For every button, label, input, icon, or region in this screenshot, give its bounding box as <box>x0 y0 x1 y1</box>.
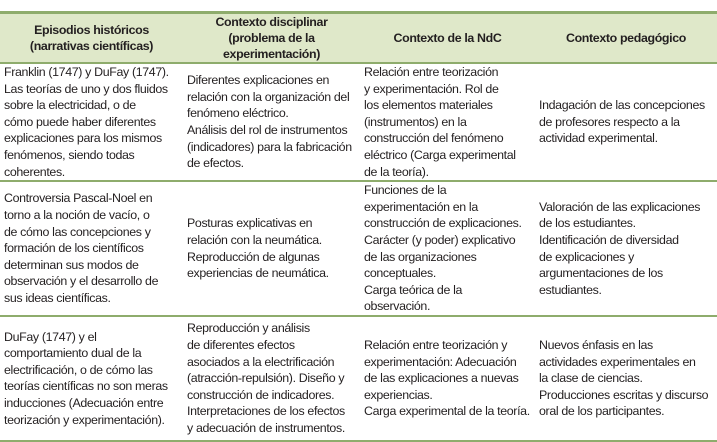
table-cell: Nuevos énfasis en las actividades experimentales en la clase de ciencias. Producciones escritas y discurso oral de los participantes. <box>539 337 709 419</box>
header-row <box>0 13 717 64</box>
table-cell: Controversia Pascal-Noel en torno a la noción de vacío, o de cómo las concepciones y formación de los científicos determinan sus modos de observación y el desarrollo de sus ideas científicas. <box>4 191 159 306</box>
table-cell: Posturas explicativas en relación con la neumática. Reproducción de algunas experiencias de neumática. <box>187 216 329 281</box>
header-historical-episodes: Episodios históricos (narrativas científicas) <box>29 23 154 53</box>
table-cell: DuFay (1747) y el comportamiento dual de la electrificación, o de cómo las teorías científicas no son meras inducciones (Adecuación entre teorización y experimentación). <box>4 329 168 427</box>
header-nos-context: Contexto de la NdC <box>393 31 502 45</box>
table-row <box>0 316 717 441</box>
table-cell: Indagación de las concepciones de profesores respecto a la actividad experimental. <box>539 98 705 146</box>
table-cell: Relación entre teorización y experimentación: Adecuación de las explicaciones a nuevas experiencias. Carga experimental de la teoría. <box>364 337 530 419</box>
table-row <box>0 63 717 181</box>
table-cell: Diferentes explicaciones en relación con la organización del fenómeno eléctrico. Análisis del rol de instrumentos (indicadores) para la fabricación de efectos. <box>187 73 352 171</box>
comparison-table <box>0 11 717 442</box>
table-row <box>0 181 717 316</box>
table-cell: Relación entre teorización y experimentación. Rol de los elementos materiales (instrumentos) en la construcción del fenómeno eléctrico (Carga experimental de la teoría). <box>364 65 516 179</box>
header-pedagogical-context: Contexto pedagógico <box>565 31 686 45</box>
table-cell: Reproducción y análisis de diferentes efectos asociados a la electrificación (atracción-repulsión). Diseño y construcción de indicadores. Interpretaciones de los efectos y adecuación de instrumentos. <box>187 321 345 435</box>
table-cell: Funciones de la experimentación en la construcción de explicaciones. Carácter (y poder) explicativo de las organizaciones conceptuales. Carga teórica de la observación. <box>364 183 522 314</box>
header-disciplinary-context: Contexto disciplinar (problema de la experimentación) <box>215 15 328 61</box>
table-cell: Franklin (1747) y DuFay (1747). Las teorías de uno y dos fluidos sobre la electricidad, o de cómo puede haber diferentes explicaciones para los mismos fenómenos, siendo todas coherentes. <box>4 65 169 179</box>
table-cell: Valoración de las explicaciones de los estudiantes. Identificación de diversidad de explicaciones y argumentaciones de los estudiantes. <box>539 199 701 297</box>
